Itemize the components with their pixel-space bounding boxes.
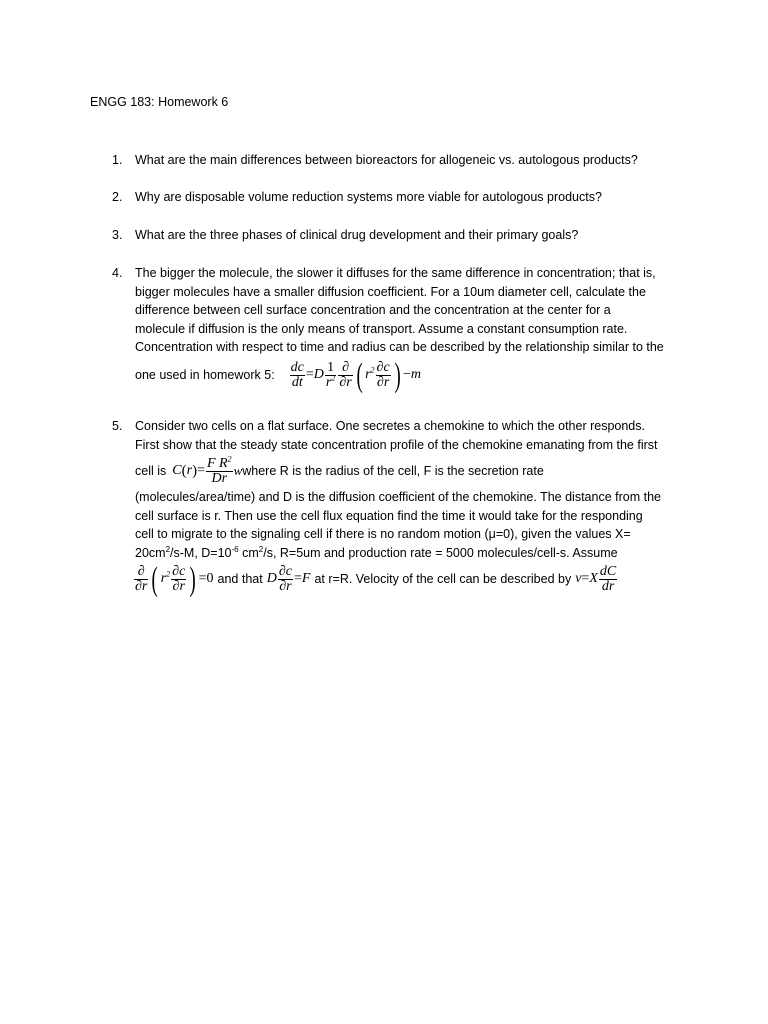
text-line: at r=R. Velocity of the cell can be described by (314, 572, 572, 587)
values-line: $20cm^2/s-M$, $D=10^{-6}$ $cm^2/s$, R=5um and production rate = 5000 molecules/cell-s. Assume (135, 544, 618, 560)
question-text (135, 417, 683, 597)
question-number: 5. (112, 419, 123, 433)
diffusion-equation: $\frac{dc}{dt}$ = D $\frac{1}{r^2}$ $\frac{\partial}{\partial r}$ ( $r^2$ $\frac{\partial c}{\partial r}$ ) − m (290, 356, 422, 394)
equation-line: cell is C ( r ) = $\frac{F R^2}{Dr}$ w where R is the radius of the cell, F is the secretion rate (135, 453, 544, 486)
steady-state-equation: $\frac{\partial}{\partial r}$ ( $r^2$ $\frac{\partial c}{\partial r}$ ) =0 (135, 560, 214, 598)
boundary-equation: D $\frac{\partial c}{\partial r}$ = F (266, 564, 311, 594)
equation-line (135, 356, 422, 394)
concentration-equation: C ( r ) = $\frac{F R^2}{Dr}$ (172, 453, 232, 486)
question-text: Why are disposable volume reduction systems more viable for autologous products? (135, 190, 602, 204)
text-line: Consider two cells on a flat surface. One secretes a chemokine to which the other responds. (135, 419, 645, 433)
page-title: ENGG 183: Homework 6 (90, 95, 229, 109)
question-number: 2. (112, 190, 123, 204)
question-text: What are the three phases of clinical drug development and their primary goals? (135, 228, 579, 242)
question-text: What are the main differences between bioreactors for allogeneic vs. autologous products? (135, 153, 638, 167)
text-line: The bigger the molecule, the slower it diffuses for the same difference in concentration; that is, (135, 266, 656, 280)
text-line: bigger molecules have a smaller diffusion coefficient. For a 10um diameter cell, calculate the (135, 284, 646, 299)
question-text (135, 264, 683, 393)
text-line: difference between cell surface concentration and the concentration at the center for a (135, 303, 611, 317)
text-line: (molecules/area/time) and D is the diffusion coefficient of the chemokine. The distance from the (135, 490, 661, 504)
text-line: cell is (135, 463, 167, 478)
text-line: one used in homework 5: (135, 368, 275, 383)
velocity-equation: v = X $\frac{dC}{dr}$ (575, 564, 617, 594)
text-line: cell surface is r. Then use the cell flux equation find the time it would take for the responding (135, 508, 643, 523)
text-line: First show that the steady state concentration profile of the chemokine emanating from the first (135, 437, 658, 452)
text-line: Concentration with respect to time and radius can be described by the relationship similar to the (135, 340, 664, 354)
question-number: 3. (112, 228, 123, 242)
text-line: and that (217, 572, 263, 587)
question-number: 1. (112, 153, 123, 167)
equation-line (133, 560, 618, 598)
question-number: 4. (112, 266, 123, 280)
text-line: cell to migrate to the signaling cell if there is no random motion (μ=0), given the values X= (135, 527, 631, 541)
text-line: molecule if diffusion is the only means of transport. Assume a constant consumption rate. (135, 321, 628, 336)
text-line: where R is the radius of the cell, F is the secretion rate (242, 463, 544, 478)
